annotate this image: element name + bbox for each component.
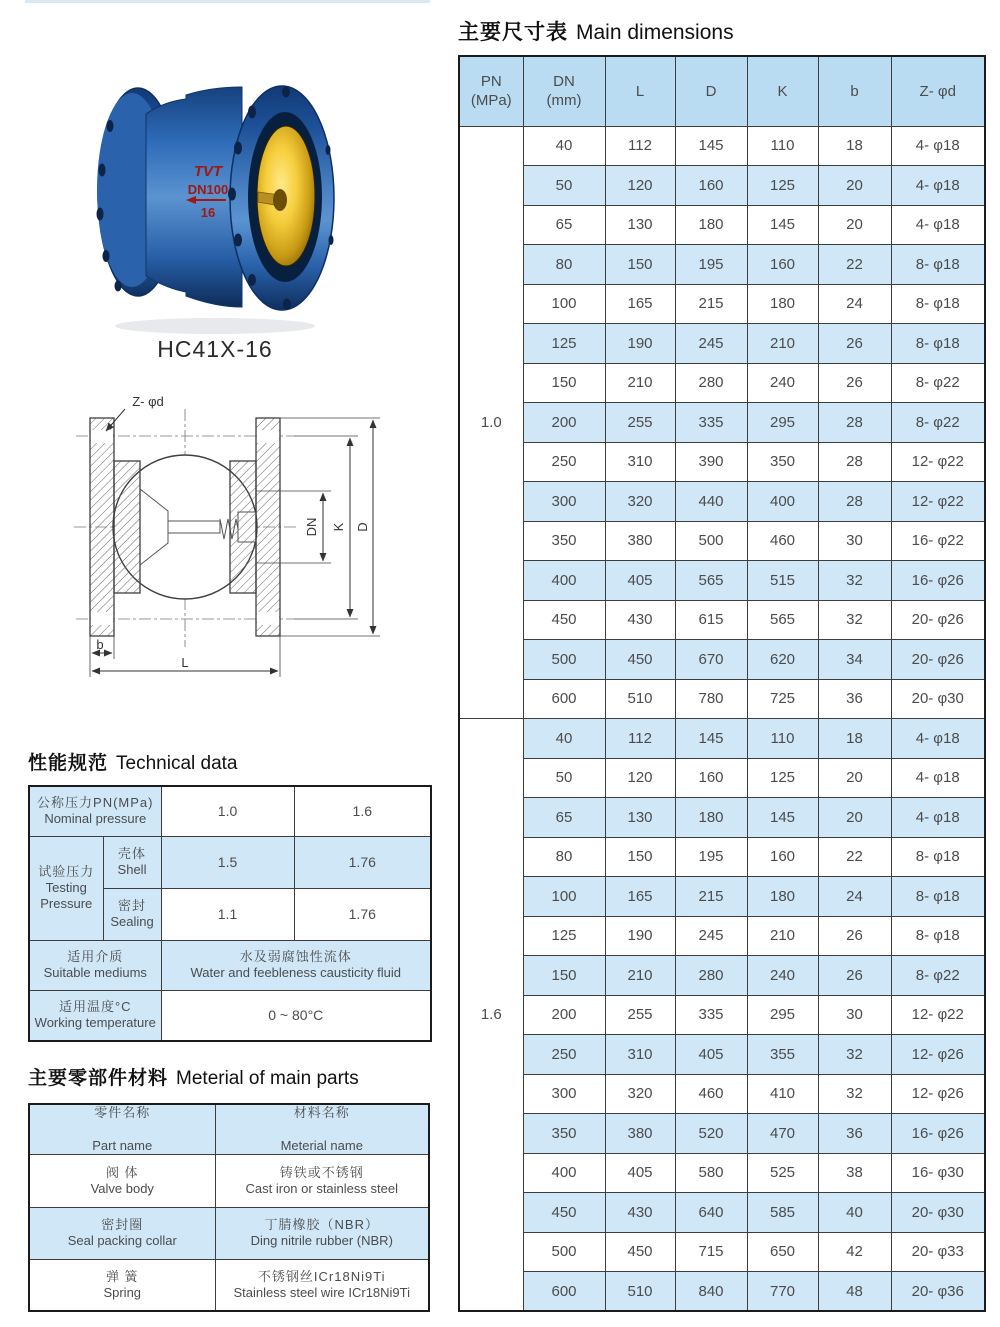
table-row	[459, 521, 985, 561]
cell: 355	[747, 1035, 818, 1075]
cell: 245	[675, 324, 747, 364]
cell: 405	[605, 1153, 675, 1193]
cell: 8- φ22	[891, 403, 985, 443]
cell: 20- φ26	[891, 640, 985, 680]
cell: 16- φ26	[891, 1114, 985, 1154]
cell: 430	[605, 1193, 675, 1233]
cell: 4- φ18	[891, 166, 985, 206]
material-name-header: 材料名称 Meterial name	[215, 1104, 429, 1154]
cell: 12- φ22	[891, 995, 985, 1035]
cell: 195	[675, 837, 747, 877]
cell: 65	[523, 798, 605, 838]
cell: 8- φ22	[891, 956, 985, 996]
cell: 20- φ33	[891, 1232, 985, 1272]
cell: 400	[523, 561, 605, 601]
dimension-drawing	[70, 393, 400, 695]
cell: 30	[818, 995, 891, 1035]
cell: 180	[675, 205, 747, 245]
cell: 180	[675, 798, 747, 838]
cell: 180	[747, 284, 818, 324]
cell: 440	[675, 482, 747, 522]
material-cell: 丁腈橡胶（NBR） Ding nitrile rubber (NBR)	[215, 1207, 429, 1259]
cell: 670	[675, 640, 747, 680]
cell: 450	[605, 1232, 675, 1272]
cell: 770	[747, 1272, 818, 1312]
cell: 215	[675, 877, 747, 917]
cell: 40	[523, 719, 605, 759]
suitable-mediums-value: 水及弱腐蚀性流体 Water and feebleness causticity fluid	[161, 940, 431, 990]
cell: 350	[523, 521, 605, 561]
cell: 210	[605, 363, 675, 403]
cell: 300	[523, 482, 605, 522]
svg-text:DN: DN	[304, 517, 319, 537]
cell: 210	[605, 956, 675, 996]
cell: 380	[605, 1114, 675, 1154]
col-header-b: b	[818, 56, 891, 126]
cell: 295	[747, 995, 818, 1035]
testing-pressure-label: 试验压力 Testing Pressure	[29, 836, 103, 940]
cell: 460	[675, 1074, 747, 1114]
cell: 125	[747, 166, 818, 206]
table-row	[459, 1035, 985, 1075]
cell: 320	[605, 482, 675, 522]
svg-text:D: D	[355, 522, 370, 532]
table-row	[459, 758, 985, 798]
table-row	[459, 205, 985, 245]
cell: 300	[523, 1074, 605, 1114]
cell: 20	[818, 758, 891, 798]
cell: 36	[818, 679, 891, 719]
table-row	[459, 126, 985, 166]
col-header-pn: PN (MPa)	[459, 56, 523, 126]
table-row	[459, 1193, 985, 1233]
cell: 280	[675, 363, 747, 403]
cell: 42	[818, 1232, 891, 1272]
cell: 36	[818, 1114, 891, 1154]
cell: 520	[675, 1114, 747, 1154]
cell: 405	[675, 1035, 747, 1075]
cell: 450	[523, 600, 605, 640]
cell: 4- φ18	[891, 126, 985, 166]
table-row	[459, 1272, 985, 1312]
cell: 100	[523, 877, 605, 917]
cell: 20	[818, 798, 891, 838]
cell: 112	[605, 719, 675, 759]
cell: 48	[818, 1272, 891, 1312]
cell: 215	[675, 284, 747, 324]
cell: 22	[818, 837, 891, 877]
working-temperature-label: 适用温度°C Working temperature	[29, 990, 161, 1041]
col-header-l: L	[605, 56, 675, 126]
cell: 32	[818, 1074, 891, 1114]
cell: 580	[675, 1153, 747, 1193]
cell: 250	[523, 1035, 605, 1075]
cell: 310	[605, 1035, 675, 1075]
cell: 130	[605, 205, 675, 245]
cell: 65	[523, 205, 605, 245]
working-temperature-value: 0 ~ 80°C	[161, 990, 431, 1041]
cell: 190	[605, 324, 675, 364]
cell: 280	[675, 956, 747, 996]
sealing-value: 1.1	[161, 888, 294, 940]
part-cell: 阀 体 Valve body	[29, 1154, 215, 1207]
pn-group-label: 1.6	[459, 719, 523, 1312]
cell: 510	[605, 679, 675, 719]
header-row	[459, 56, 985, 126]
cell: 145	[747, 205, 818, 245]
cell: 250	[523, 442, 605, 482]
col-header-d: D	[675, 56, 747, 126]
cell: 245	[675, 916, 747, 956]
cell: 400	[523, 1153, 605, 1193]
cell: 450	[605, 640, 675, 680]
nominal-pressure-value: 1.6	[294, 786, 431, 836]
cell: 500	[523, 1232, 605, 1272]
cell: 4- φ18	[891, 719, 985, 759]
table-row	[459, 600, 985, 640]
table-row	[459, 719, 985, 759]
svg-text:TVT: TVT	[193, 163, 223, 180]
cell: 150	[605, 837, 675, 877]
cell: 32	[818, 1035, 891, 1075]
table-row	[459, 1114, 985, 1154]
cell: 150	[523, 363, 605, 403]
cell: 26	[818, 363, 891, 403]
table-row	[459, 442, 985, 482]
main-dimensions-table	[458, 55, 986, 1312]
table-row	[459, 679, 985, 719]
cell: 4- φ18	[891, 205, 985, 245]
cell: 200	[523, 995, 605, 1035]
table-row	[459, 482, 985, 522]
cell: 50	[523, 166, 605, 206]
cell: 20- φ36	[891, 1272, 985, 1312]
cell: 125	[747, 758, 818, 798]
cell: 16- φ22	[891, 521, 985, 561]
cell: 460	[747, 521, 818, 561]
materials-title: 主要零部件材料 Meterial of main parts	[28, 1068, 359, 1089]
cell: 40	[523, 126, 605, 166]
table-row	[459, 1232, 985, 1272]
cell: 80	[523, 245, 605, 285]
cell: 310	[605, 442, 675, 482]
cell: 410	[747, 1074, 818, 1114]
cell: 335	[675, 995, 747, 1035]
cell: 32	[818, 561, 891, 601]
cell: 585	[747, 1193, 818, 1233]
nominal-pressure-value: 1.0	[161, 786, 294, 836]
cell: 500	[675, 521, 747, 561]
model-number: HC41X-16	[157, 336, 273, 362]
table-row	[459, 956, 985, 996]
cell: 400	[747, 482, 818, 522]
svg-text:16: 16	[200, 205, 216, 220]
cell: 34	[818, 640, 891, 680]
cell: 130	[605, 798, 675, 838]
col-header-k: K	[747, 56, 818, 126]
cell: 725	[747, 679, 818, 719]
cell: 16- φ30	[891, 1153, 985, 1193]
material-cell: 不锈钢丝ICr18Ni9Ti Stainless steel wire ICr18Ni9Ti	[215, 1259, 429, 1311]
table-row	[459, 916, 985, 956]
cell: 28	[818, 403, 891, 443]
page-top-rule	[25, 0, 430, 3]
shell-value: 1.76	[294, 836, 431, 888]
cell: 20- φ30	[891, 679, 985, 719]
table-row	[459, 363, 985, 403]
cell: 12- φ22	[891, 442, 985, 482]
shell-value: 1.5	[161, 836, 294, 888]
cell: 8- φ18	[891, 245, 985, 285]
table-row	[459, 640, 985, 680]
part-cell: 弹 簧 Spring	[29, 1259, 215, 1311]
cell: 350	[747, 442, 818, 482]
cell: 470	[747, 1114, 818, 1154]
table-row	[459, 403, 985, 443]
cell: 600	[523, 1272, 605, 1312]
sealing-label: 密封 Sealing	[103, 888, 161, 940]
cell: 450	[523, 1193, 605, 1233]
svg-text:b: b	[96, 637, 104, 652]
cell: 12- φ26	[891, 1074, 985, 1114]
cell: 145	[675, 719, 747, 759]
pn-group-label: 1.0	[459, 126, 523, 719]
table-row	[459, 561, 985, 601]
cell: 120	[605, 758, 675, 798]
col-header-dn: DN (mm)	[523, 56, 605, 126]
cell: 8- φ18	[891, 837, 985, 877]
cell: 145	[747, 798, 818, 838]
svg-text:K: K	[331, 522, 346, 532]
cell: 165	[605, 877, 675, 917]
cell: 120	[605, 166, 675, 206]
cell: 112	[605, 126, 675, 166]
cell: 160	[747, 245, 818, 285]
part-cell: 密封圈 Seal packing collar	[29, 1207, 215, 1259]
table-row	[459, 798, 985, 838]
cell: 20	[818, 205, 891, 245]
cell: 18	[818, 126, 891, 166]
table-row	[459, 1074, 985, 1114]
cell: 38	[818, 1153, 891, 1193]
cell: 4- φ18	[891, 798, 985, 838]
cell: 160	[675, 758, 747, 798]
table-row	[459, 1153, 985, 1193]
cell: 200	[523, 403, 605, 443]
cell: 22	[818, 245, 891, 285]
cell: 615	[675, 600, 747, 640]
cell: 195	[675, 245, 747, 285]
svg-text:L: L	[181, 655, 189, 670]
cell: 26	[818, 956, 891, 996]
sealing-value: 1.76	[294, 888, 431, 940]
table-row	[459, 995, 985, 1035]
cell: 8- φ18	[891, 284, 985, 324]
valve-photo	[90, 80, 340, 340]
cell: 335	[675, 403, 747, 443]
cell: 4- φ18	[891, 758, 985, 798]
cell: 390	[675, 442, 747, 482]
cell: 160	[675, 166, 747, 206]
cell: 24	[818, 284, 891, 324]
cell: 640	[675, 1193, 747, 1233]
cell: 145	[675, 126, 747, 166]
cell: 8- φ22	[891, 363, 985, 403]
cell: 600	[523, 679, 605, 719]
cell: 515	[747, 561, 818, 601]
cell: 165	[605, 284, 675, 324]
cell: 28	[818, 442, 891, 482]
cell: 20- φ26	[891, 600, 985, 640]
main-dimensions-title: 主要尺寸表 Main dimensions	[458, 21, 734, 44]
cell: 190	[605, 916, 675, 956]
cell: 840	[675, 1272, 747, 1312]
table-row	[459, 324, 985, 364]
cell: 125	[523, 324, 605, 364]
cell: 24	[818, 877, 891, 917]
cell: 405	[605, 561, 675, 601]
svg-text:DN100: DN100	[187, 182, 229, 197]
cell: 8- φ18	[891, 916, 985, 956]
cell: 180	[747, 877, 818, 917]
cell: 255	[605, 995, 675, 1035]
part-name-header: 零件名称 Part name	[29, 1104, 215, 1154]
cell: 240	[747, 363, 818, 403]
cell: 780	[675, 679, 747, 719]
cell: 80	[523, 837, 605, 877]
shell-label: 壳体 Shell	[103, 836, 161, 888]
table-row	[459, 837, 985, 877]
cell: 26	[818, 916, 891, 956]
cell: 12- φ26	[891, 1035, 985, 1075]
table-row	[459, 166, 985, 206]
cell: 380	[605, 521, 675, 561]
cell: 110	[747, 719, 818, 759]
cell: 32	[818, 600, 891, 640]
cell: 650	[747, 1232, 818, 1272]
svg-text:Z- φd: Z- φd	[132, 394, 164, 409]
cell: 565	[747, 600, 818, 640]
cell: 295	[747, 403, 818, 443]
table-row	[459, 877, 985, 917]
technical-data-title: 性能规范 Technical data	[28, 753, 238, 774]
cell: 430	[605, 600, 675, 640]
cell: 210	[747, 324, 818, 364]
cell: 510	[605, 1272, 675, 1312]
cell: 350	[523, 1114, 605, 1154]
cell: 8- φ18	[891, 324, 985, 364]
material-cell: 铸铁或不锈钢 Cast iron or stainless steel	[215, 1154, 429, 1207]
cell: 100	[523, 284, 605, 324]
main-dimensions-body	[459, 126, 985, 1311]
col-header-zd: Z- φd	[891, 56, 985, 126]
cell: 20- φ30	[891, 1193, 985, 1233]
cell: 30	[818, 521, 891, 561]
cell: 715	[675, 1232, 747, 1272]
cell: 26	[818, 324, 891, 364]
cell: 565	[675, 561, 747, 601]
cell: 525	[747, 1153, 818, 1193]
technical-data-table	[28, 785, 432, 1042]
cell: 255	[605, 403, 675, 443]
cell: 150	[523, 956, 605, 996]
cell: 8- φ18	[891, 877, 985, 917]
cell: 28	[818, 482, 891, 522]
cell: 240	[747, 956, 818, 996]
cell: 18	[818, 719, 891, 759]
cell: 150	[605, 245, 675, 285]
suitable-mediums-label: 适用介质 Suitable mediums	[29, 940, 161, 990]
cell: 20	[818, 166, 891, 206]
cell: 16- φ26	[891, 561, 985, 601]
cell: 500	[523, 640, 605, 680]
cell: 210	[747, 916, 818, 956]
cell: 110	[747, 126, 818, 166]
cell: 620	[747, 640, 818, 680]
table-row	[459, 284, 985, 324]
table-row	[459, 245, 985, 285]
cell: 320	[605, 1074, 675, 1114]
cell: 40	[818, 1193, 891, 1233]
materials-table	[28, 1103, 430, 1312]
cell: 160	[747, 837, 818, 877]
cell: 12- φ22	[891, 482, 985, 522]
cell: 50	[523, 758, 605, 798]
nominal-pressure-label: 公称压力PN(MPa) Nominal pressure	[29, 786, 161, 836]
valve-shadow	[115, 318, 315, 334]
cell: 125	[523, 916, 605, 956]
